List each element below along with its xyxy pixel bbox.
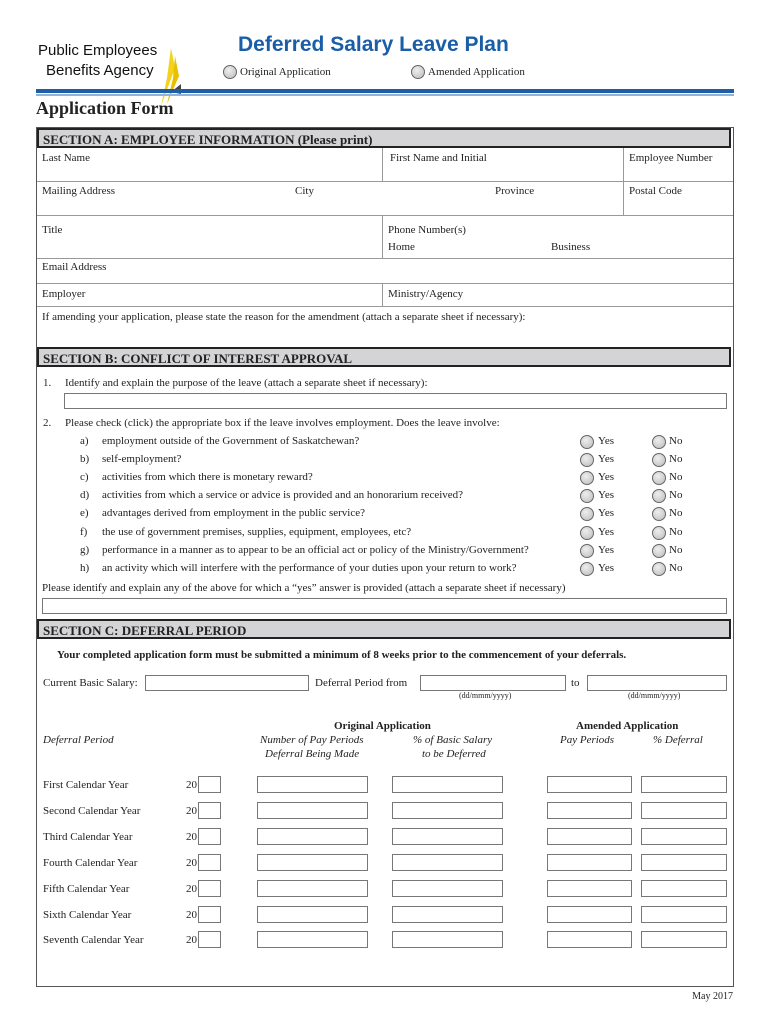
pct-salary-input[interactable] [392,931,503,948]
yes-radio[interactable] [580,435,594,449]
section-c-header: SECTION C: DEFERRAL PERIOD [37,619,731,639]
leave-purpose-input[interactable] [64,393,727,409]
first-name-label: First Name and Initial [390,152,487,164]
item-text: performance in a manner as to appear to be an official act or policy of the Ministry/Government? [102,543,529,556]
item-text: the use of government premises, supplies, equipment, employees, etc? [102,525,412,538]
amended-pct-input[interactable] [641,880,727,897]
form-title: Deferred Salary Leave Plan [238,33,509,56]
amended-pct-input[interactable] [641,854,727,871]
pay-periods-input[interactable] [257,880,368,897]
amended-pct-input[interactable] [641,931,727,948]
item-letter: d) [80,489,90,502]
pct-salary-heading-2: to be Deferred [422,748,486,760]
yes-label: Yes [598,471,615,484]
item-letter: c) [80,471,89,484]
pct-salary-input[interactable] [392,906,503,923]
item-letter: a) [80,435,89,447]
agency-name-line1: Public Employees [38,42,158,59]
mailing-address-label: Mailing Address [42,185,116,197]
year-label: Fourth Calendar Year [43,856,138,869]
pay-periods-input[interactable] [257,931,368,948]
amended-pct-input[interactable] [641,828,727,845]
year-label: Fifth Calendar Year [43,882,130,895]
pct-salary-input[interactable] [392,828,503,845]
year-label: Third Calendar Year [43,830,133,843]
home-phone-label: Home [388,241,415,253]
q1-label: Identify and explain the purpose of the leave (attach a separate sheet if necessary): [65,377,428,389]
explain-input[interactable] [42,598,727,614]
pct-salary-input[interactable] [392,880,503,897]
year-input[interactable] [198,854,221,871]
amended-pct-input[interactable] [641,906,727,923]
q2-number: 2. [43,417,52,429]
province-label: Province [495,185,535,197]
section-b-header: SECTION B: CONFLICT OF INTEREST APPROVAL [37,347,731,367]
no-radio[interactable] [652,435,666,449]
no-label: No [669,543,683,556]
num-pay-periods-heading-2: Deferral Being Made [265,748,360,760]
year-prefix: 20 [186,908,197,921]
to-date-hint: (dd/mmm/yyyy) [628,691,681,700]
amended-application-radio[interactable] [411,65,425,79]
q1-number: 1. [43,377,52,389]
pct-salary-input[interactable] [392,802,503,819]
header-rule-light [36,94,734,96]
yes-label: Yes [598,453,615,466]
phone-label: Phone Number(s) [388,224,466,236]
item-text: advantages derived from employment in the public service? [102,507,365,520]
deferral-from-input[interactable] [420,675,566,691]
yes-label: Yes [598,543,615,556]
original-application-radio[interactable] [223,65,237,79]
num-pay-periods-heading: Number of Pay Periods [260,734,364,746]
item-letter: g) [80,543,90,556]
yes-label: Yes [598,435,615,447]
pay-periods-input[interactable] [257,906,368,923]
amended-pay-periods-heading: Pay Periods [560,734,615,746]
employee-number-label: Employee Number [629,152,713,164]
application-form-heading: Application Form [36,98,174,118]
amended-pay-periods-input[interactable] [547,906,632,923]
pct-salary-heading: % of Basic Salary [413,734,493,746]
deferral-to-input[interactable] [587,675,727,691]
agency-name-line2: Benefits Agency [46,62,154,79]
amended-application-heading: Amended Application [576,720,679,732]
q2-label: Please check (click) the appropriate box if the leave involves employment. Does the leave involve: [65,417,500,429]
deferral-from-label: Deferral Period from [315,677,408,689]
year-input[interactable] [198,906,221,923]
no-radio[interactable] [652,562,666,576]
item-letter: h) [80,561,90,574]
year-prefix: 20 [186,804,197,817]
amend-reason-label: If amending your application, please state the reason for the amendment (attach a separate sheet if necessary): [42,311,526,323]
no-label: No [669,471,683,484]
ministry-label: Ministry/Agency [388,288,464,300]
year-input[interactable] [198,828,221,845]
item-letter: f) [80,525,88,538]
year-input[interactable] [198,776,221,793]
yes-radio[interactable] [580,544,594,558]
amended-pay-periods-input[interactable] [547,854,632,871]
item-letter: e) [80,507,89,520]
no-radio[interactable] [652,544,666,558]
pct-salary-input[interactable] [392,776,503,793]
year-label: Sixth Calendar Year [43,908,132,921]
footer-date: May 2017 [692,991,733,1002]
yes-label: Yes [598,507,615,520]
from-date-hint: (dd/mmm/yyyy) [459,691,512,700]
pay-periods-input[interactable] [257,802,368,819]
item-text: activities from which there is monetary reward? [102,471,313,484]
no-radio[interactable] [652,453,666,467]
year-prefix: 20 [186,779,197,791]
employer-label: Employer [42,288,86,300]
no-label: No [669,489,683,502]
year-input[interactable] [198,880,221,897]
yes-radio[interactable] [580,526,594,540]
amended-pay-periods-input[interactable] [547,776,632,793]
year-prefix: 20 [186,934,197,947]
no-radio[interactable] [652,526,666,540]
pct-salary-input[interactable] [392,854,503,871]
year-label: Seventh Calendar Year [43,934,144,947]
no-label: No [669,525,683,538]
amended-pay-periods-input[interactable] [547,931,632,948]
explain-label: Please identify and explain any of the above for which a “yes” answer is provided (attach a separate sheet if necessary) [42,582,566,594]
year-prefix: 20 [186,856,197,869]
business-phone-label: Business [551,241,591,253]
amended-pct-deferral-heading: % Deferral [653,734,703,746]
amended-pay-periods-input[interactable] [547,880,632,897]
pay-periods-input[interactable] [257,776,368,793]
original-application-label: Original Application [240,66,331,78]
title-label: Title [42,224,63,236]
item-text: activities from which a service or advice is provided and an honorarium received? [102,489,464,502]
amended-application-label: Amended Application [428,66,525,78]
amended-pay-periods-input[interactable] [547,802,632,819]
postal-code-label: Postal Code [629,185,682,197]
year-prefix: 20 [186,830,197,843]
year-input[interactable] [198,931,221,948]
item-letter: b) [80,453,90,466]
yes-radio[interactable] [580,562,594,576]
deferral-to-label: to [571,677,580,689]
salary-input[interactable] [145,675,309,691]
yes-label: Yes [598,489,615,502]
year-label: First Calendar Year [43,779,129,791]
city-label: City [295,185,314,197]
header-rule [36,89,734,93]
yes-label: Yes [598,525,615,538]
yes-radio[interactable] [580,453,594,467]
year-input[interactable] [198,802,221,819]
email-label: Email Address [42,261,107,273]
no-label: No [669,435,683,447]
amended-pct-input[interactable] [641,776,727,793]
yes-label: Yes [598,561,615,574]
pay-periods-input[interactable] [257,854,368,871]
no-label: No [669,507,683,520]
year-label: Second Calendar Year [43,804,141,817]
pay-periods-input[interactable] [257,828,368,845]
item-text: self-employment? [102,453,182,466]
deferral-period-heading: Deferral Period [43,734,114,746]
submission-notice: Your completed application form must be submitted a minimum of 8 weeks prior to the commencement of your deferrals. [57,649,627,661]
section-a-header: SECTION A: EMPLOYEE INFORMATION (Please print) [37,128,731,148]
original-application-heading: Original Application [334,720,431,732]
item-text: an activity which will interfere with the performance of your duties upon your return to work? [102,561,517,574]
amended-pay-periods-input[interactable] [547,828,632,845]
amended-pct-input[interactable] [641,802,727,819]
last-name-label: Last Name [42,152,90,164]
no-label: No [669,453,683,466]
year-prefix: 20 [186,882,197,895]
item-text: employment outside of the Government of Saskatchewan? [102,435,360,447]
no-label: No [669,561,683,574]
salary-label: Current Basic Salary: [43,677,138,689]
